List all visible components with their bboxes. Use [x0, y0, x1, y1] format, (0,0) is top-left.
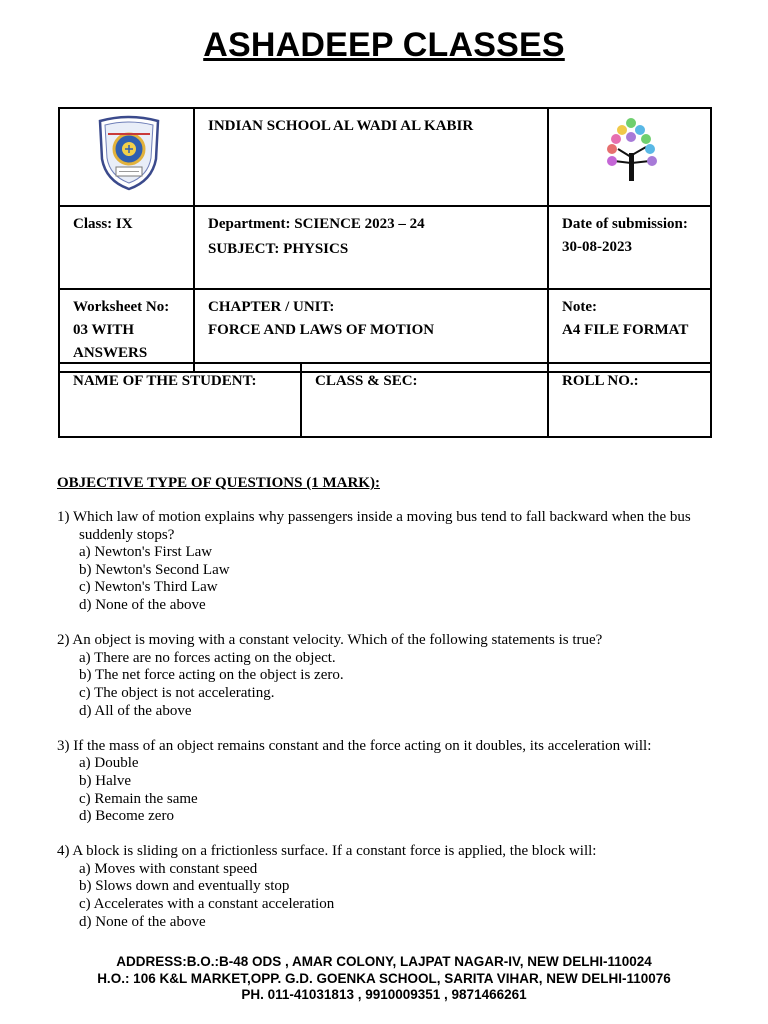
class-sec-field: CLASS & SEC: — [301, 363, 548, 437]
option: d) Become zero — [79, 808, 174, 825]
subject: SUBJECT: PHYSICS — [208, 241, 349, 257]
footer-line: H.O.: 106 K&L MARKET,OPP. G.D. GOENKA SCHOOL, SARITA VIHAR, NEW DELHI-110076 — [97, 970, 671, 986]
chapter-cell — [194, 289, 548, 372]
option: c) Remain the same — [79, 790, 198, 807]
option: a) Moves with constant speed — [79, 860, 258, 877]
footer-line: ADDRESS:B.O.:B-48 ODS , AMAR COLONY, LAJPAT NAGAR-IV, NEW DELHI-110024 — [116, 954, 652, 969]
question-text: 3) If the mass of an object remains constant and the force acting on it doubles, its acceleration will: — [57, 737, 652, 754]
option: d) All of the above — [79, 702, 192, 719]
school-crest-icon — [94, 115, 164, 191]
question-text: 4) A block is sliding on a frictionless surface. If a constant force is applied, the block will: — [57, 843, 597, 860]
question-text: 2) An object is moving with a constant velocity. Which of the following statements is true? — [57, 632, 603, 649]
department-cell — [194, 206, 548, 289]
department: Department: SCIENCE 2023 – 24 — [208, 216, 425, 232]
header-table — [58, 107, 712, 373]
option: a) There are no forces acting on the object. — [79, 649, 336, 666]
chapter-name: FORCE AND LAWS OF MOTION — [208, 322, 435, 338]
section-heading: OBJECTIVE TYPE OF QUESTIONS (1 MARK): — [57, 475, 380, 491]
school-logo-cell — [59, 108, 194, 206]
question-text: 1) Which law of motion explains why passengers inside a moving bus tend to fall backward when the bus suddenly stops? — [57, 509, 691, 543]
option: c) Newton's Third Law — [79, 579, 218, 596]
note-label: Note: — [562, 299, 597, 315]
option: d) None of the above — [79, 913, 206, 930]
option: b) Slows down and eventually stop — [79, 878, 290, 895]
page-title: ASHADEEP CLASSES — [203, 26, 565, 64]
student-info-table — [58, 362, 712, 438]
question-4 — [57, 843, 697, 931]
roll-no-field: ROLL NO.: — [548, 363, 711, 437]
option: b) Newton's Second Law — [79, 561, 230, 578]
chapter-label: CHAPTER / UNIT: — [208, 299, 335, 315]
question-3 — [57, 738, 697, 826]
option: b) Halve — [79, 772, 132, 789]
option: b) The net force acting on the object is zero. — [79, 667, 344, 684]
note-cell — [548, 289, 711, 372]
option: d) None of the above — [79, 596, 206, 613]
worksheet-number: Worksheet No: 03 WITH ANSWERS — [59, 289, 194, 372]
student-name-field: NAME OF THE STUDENT: — [59, 363, 301, 437]
option: c) Accelerates with a constant acceleration — [79, 896, 335, 913]
class-cell: Class: IX — [59, 206, 194, 289]
question-1 — [57, 509, 697, 615]
tree-logo-cell — [548, 108, 711, 206]
footer-line: PH. 011-41031813 , 9910009351 , 9871466261 — [241, 987, 527, 1002]
question-list — [57, 509, 697, 949]
option: c) The object is not accelerating. — [79, 684, 275, 701]
note-value: A4 FILE FORMAT — [562, 322, 689, 338]
option: a) Newton's First Law — [79, 544, 213, 561]
option: a) Double — [79, 755, 139, 772]
question-2 — [57, 632, 697, 720]
submission-date: Date of submission: 30-08-2023 — [548, 206, 711, 289]
school-name: INDIAN SCHOOL AL WADI AL KABIR — [194, 108, 548, 206]
tree-logo-icon — [602, 117, 662, 183]
footer-address — [0, 954, 768, 1004]
